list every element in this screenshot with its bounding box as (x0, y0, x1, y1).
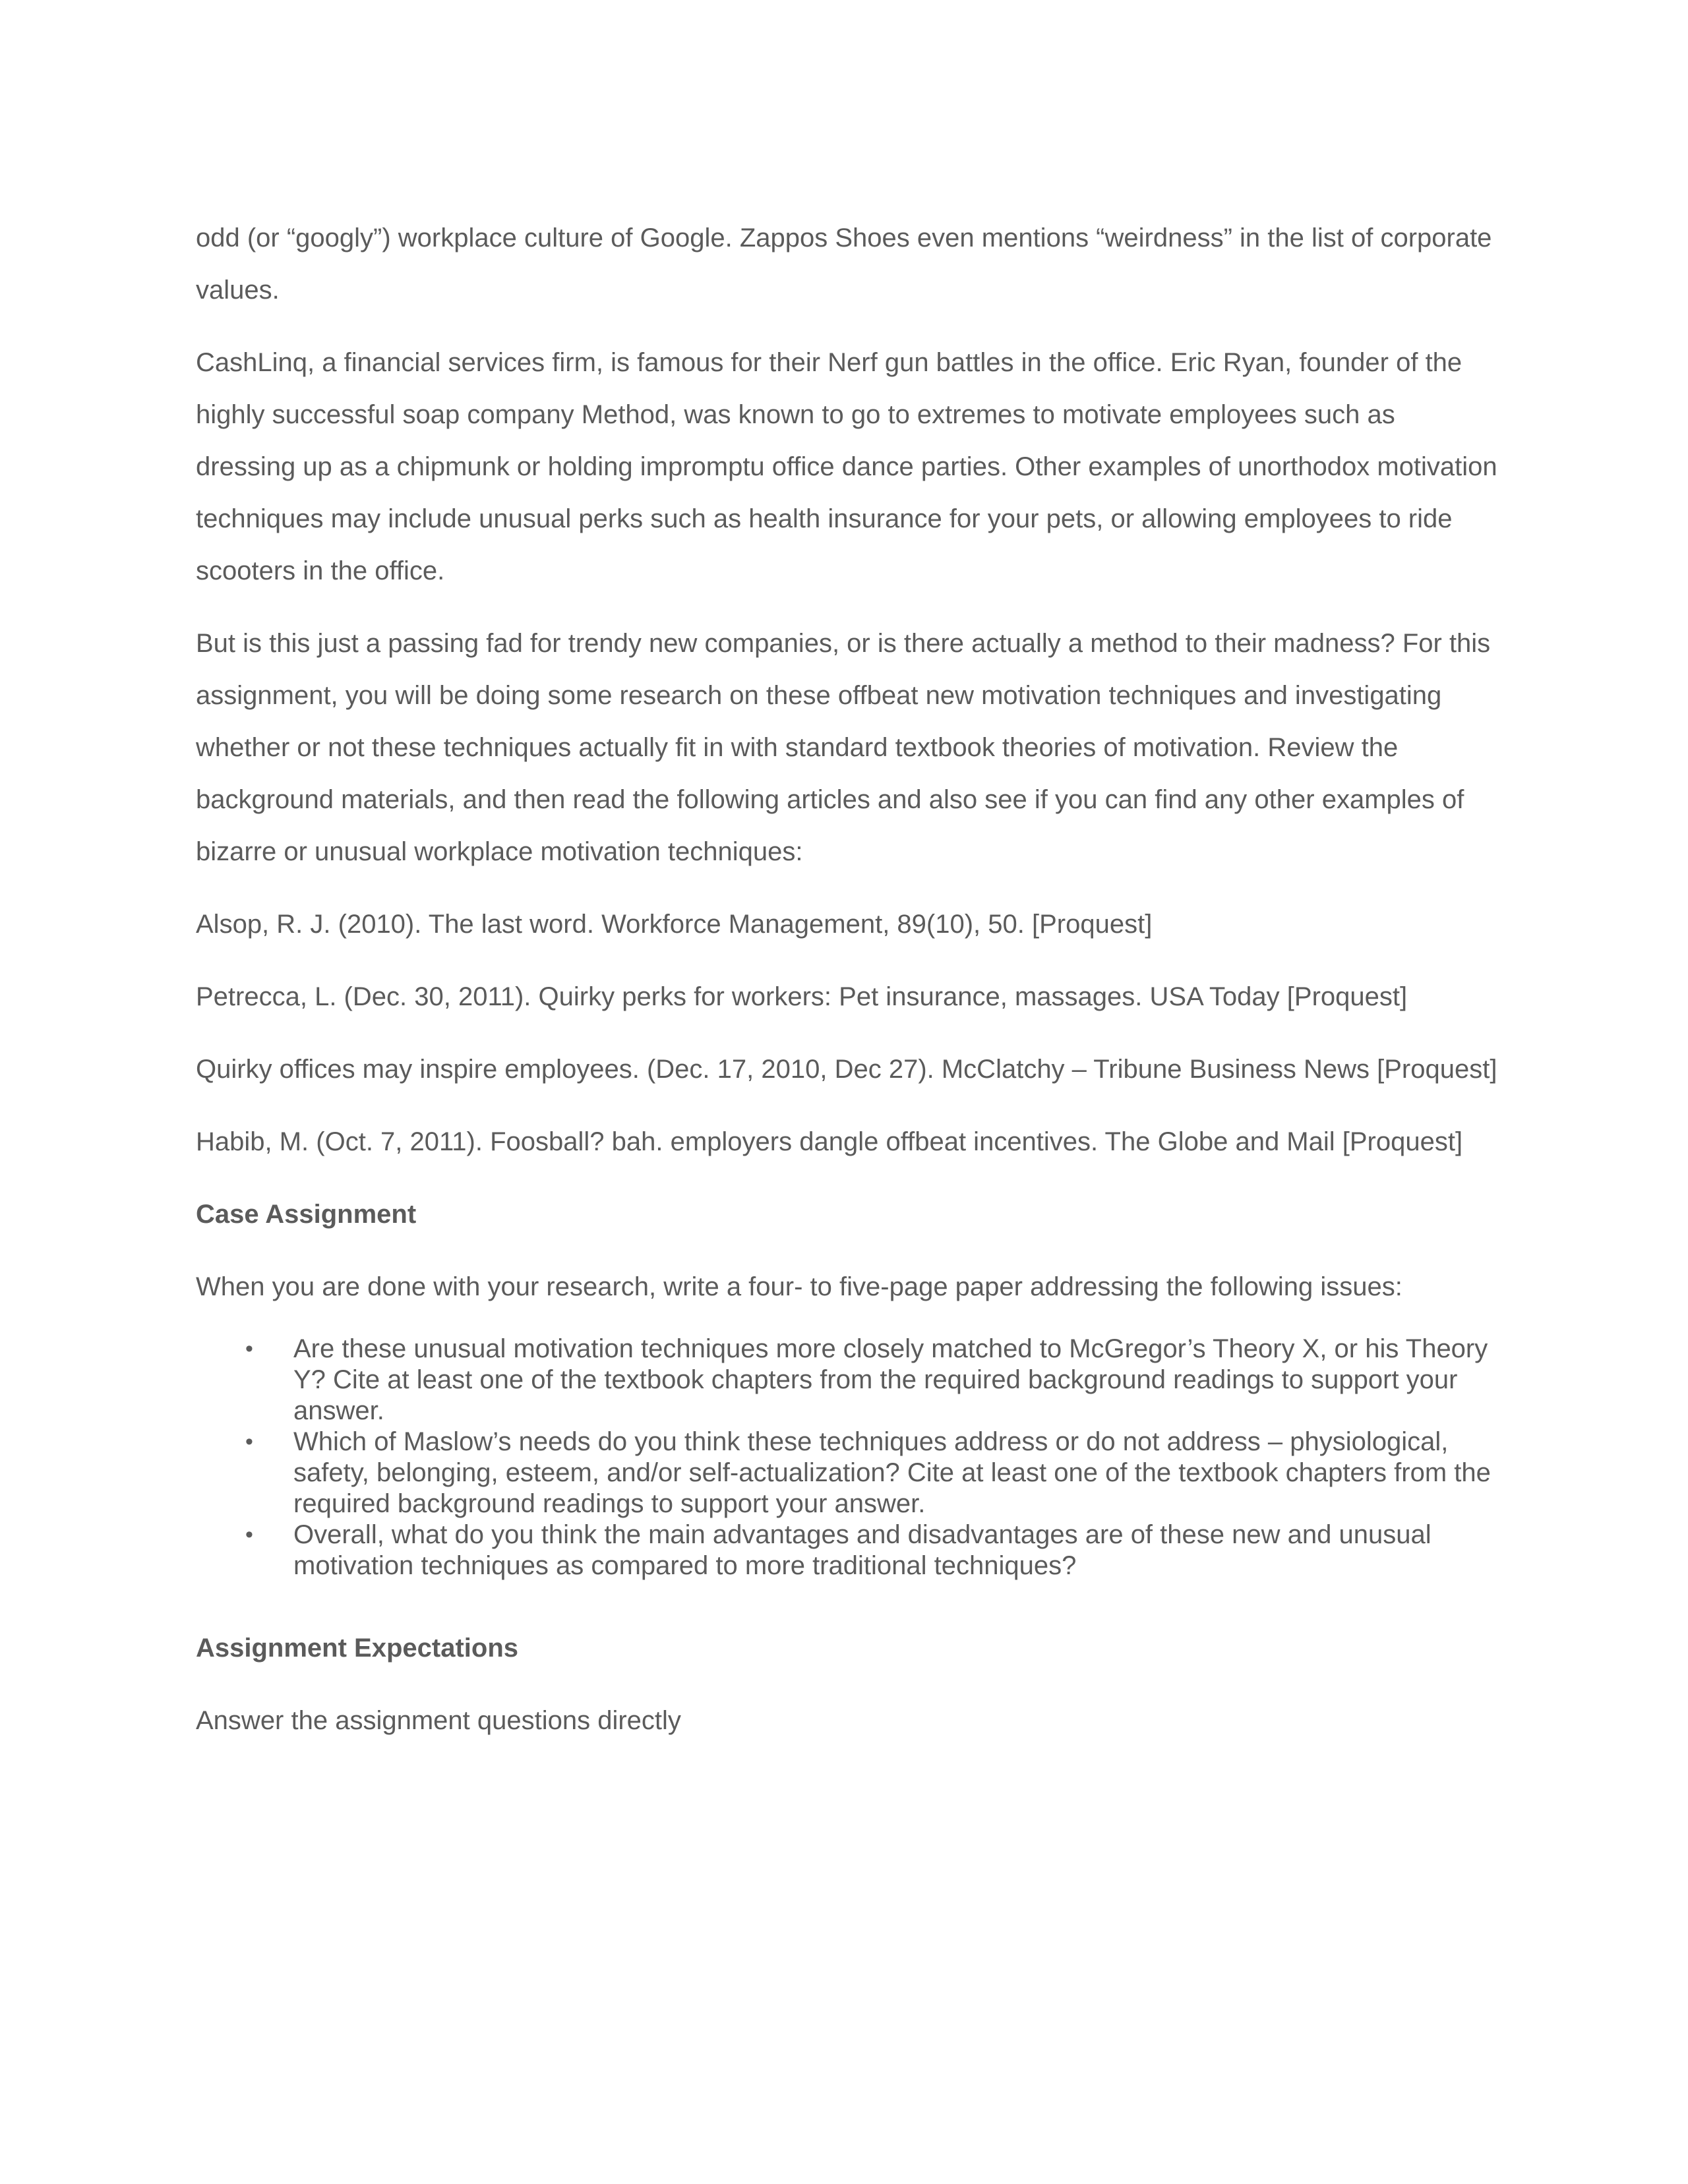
paragraph-assignment-overview: But is this just a passing fad for trendy new companies, or is there actually a method to their madness? For this assignment, you will be doing some research on these offbeat new motivation techniques and investigating whether or not these techniques actually fit in with standard textbook theories of motivation. Review the background materials, and then read the following articles and also see if you can find any other examples of bizarre or unusual workplace motivation techniques: (196, 629, 1491, 866)
reference-petrecca: Petrecca, L. (Dec. 30, 2011). Quirky perks for workers: Pet insurance, massages. USA Today [Proquest] (196, 982, 1408, 1011)
assignment-expectations-heading: Assignment Expectations (196, 1634, 519, 1663)
case-assignment-heading: Case Assignment (196, 1200, 417, 1229)
bullet-icon: • (245, 1429, 253, 1454)
question-text: Overall, what do you think the main advantages and disadvantages are of these new and unusual motivation techniques as compared to more traditional techniques? (293, 1520, 1432, 1580)
bullet-icon: • (245, 1336, 253, 1361)
paragraph-google-zappos: odd (or “googly”) workplace culture of Google. Zappos Shoes even mentions “weirdness” in the list of corporate values. (196, 223, 1492, 305)
reference-alsop: Alsop, R. J. (2010). The last word. Workforce Management, 89(10), 50. [Proquest] (196, 910, 1153, 939)
document-body (196, 212, 1501, 1767)
question-advantages (196, 1520, 1501, 1581)
question-text: Are these unusual motivation techniques more closely matched to McGregor’s Theory X, or his Theory Y? Cite at least one of the textbook chapters from the required background readings to support your answer. (293, 1334, 1488, 1425)
case-assignment-questions (196, 1334, 1501, 1581)
bullet-icon: • (245, 1522, 253, 1547)
reference-quirky-offices: Quirky offices may inspire employees. (Dec. 17, 2010, Dec 27). McClatchy – Tribune Business News [Proquest] (196, 1055, 1497, 1084)
reference-habib: Habib, M. (Oct. 7, 2011). Foosball? bah. employers dangle offbeat incentives. The Globe and Mail [Proquest] (196, 1127, 1463, 1156)
case-assignment-intro: When you are done with your research, write a four- to five-page paper addressing the following issues: (196, 1272, 1402, 1301)
assignment-expectations-text: Answer the assignment questions directly (196, 1706, 681, 1735)
question-maslow-needs (196, 1427, 1501, 1520)
question-theory-x-y (196, 1334, 1501, 1427)
paragraph-cashlinq-method: CashLinq, a financial services firm, is famous for their Nerf gun battles in the office. Eric Ryan, founder of the highly successful soap company Method, was known to go to extremes to motivate employees such as dressing up as a chipmunk or holding impromptu office dance parties. Other examples of unorthodox motivation techniques may include unusual perks such as health insurance for your pets, or allowing employees to ride scooters in the office. (196, 348, 1497, 585)
question-text: Which of Maslow’s needs do you think these techniques address or do not address – physiological, safety, belonging, esteem, and/or self-actualization? Cite at least one of the textbook chapters from the required background readings to support your answer. (293, 1427, 1491, 1518)
